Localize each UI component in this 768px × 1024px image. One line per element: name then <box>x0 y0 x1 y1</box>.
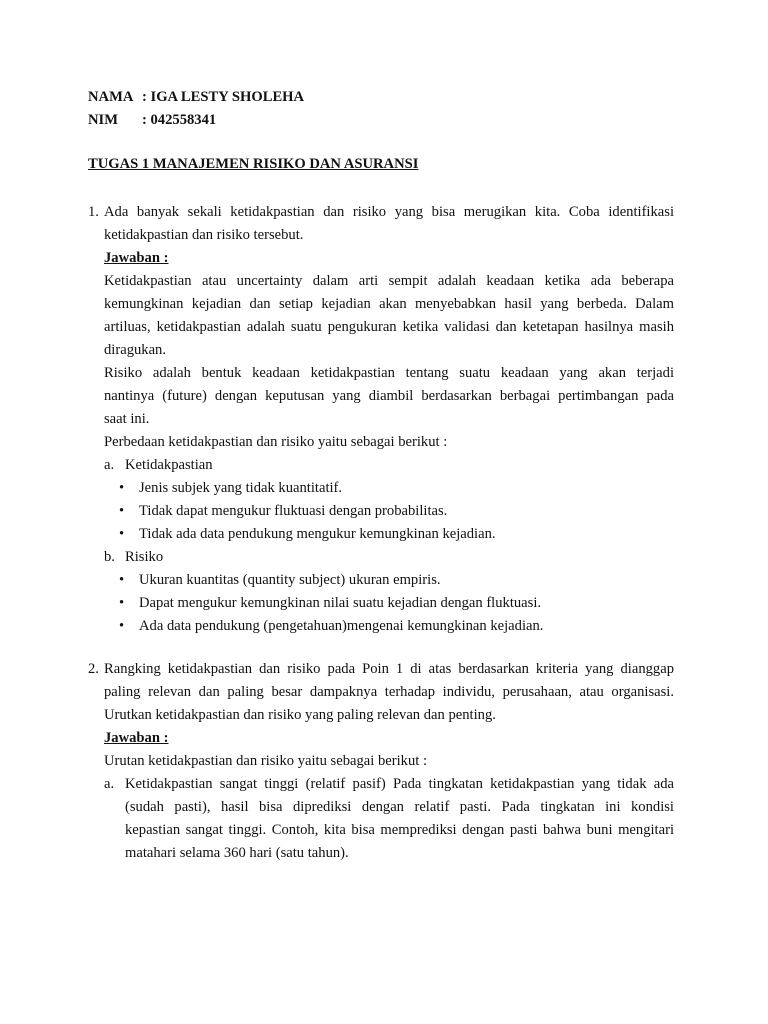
answer-2-sub-item-a <box>104 773 674 865</box>
sub-item-b-marker: b. <box>104 549 115 565</box>
answer-1-label: Jawaban : <box>104 250 169 266</box>
bullet-icon: • <box>119 503 125 519</box>
student-header <box>88 86 304 132</box>
nim-row <box>88 109 304 132</box>
answer-1-para2-line2: nantinya (future) dengan keputusan yang diambil berdasarkan berbagai pertimbangan pada <box>104 388 674 404</box>
list-item: • Jenis subjek yang tidak kuantitatif. <box>119 477 674 500</box>
answer-2-sub-a-line2: (sudah pasti), hasil bisa diprediksi dengan relatif pasti. Pada tingkatan ini kondisi <box>125 799 674 815</box>
sub-item-b-label: Risiko <box>125 549 164 565</box>
question-2-line3: Urutkan ketidakpastian dan risiko yang paling relevan dan penting. <box>104 707 496 723</box>
question-1-text: Ada banyak sekali ketidakpastian dan risiko yang bisa merugikan kita. Coba identifikasi ketidakpastian dan risiko tersebut. <box>104 204 674 243</box>
answer-1-diff-intro: Perbedaan ketidakpastian dan risiko yaitu sebagai berikut : <box>104 434 448 450</box>
answer-2-label: Jawaban : <box>104 730 169 746</box>
list-item: • Tidak ada data pendukung mengukur kemungkinan kejadian. <box>119 523 674 546</box>
answer-1-para2-line1: Risiko adalah bentuk keadaan ketidakpastian tentang suatu keadaan yang akan terjadi <box>104 365 674 381</box>
question-2-line1: Rangking ketidakpastian dan risiko pada Poin 1 di atas berdasarkan kriteria yang dianggap <box>104 661 674 677</box>
answer-1-para1-line1: Ketidakpastian atau uncertainty dalam arti sempit adalah keadaan ketika ada beberapa <box>104 273 674 289</box>
answer-2-intro: Urutan ketidakpastian dan risiko yaitu sebagai berikut : <box>104 753 428 769</box>
sub-item-a-label: Ketidakpastian <box>125 457 213 473</box>
name-row <box>88 86 304 109</box>
question-2-number: 2. <box>88 661 99 677</box>
name-label: NAMA <box>88 89 134 105</box>
bullet-icon: • <box>119 480 125 496</box>
sub-item-b <box>104 546 674 569</box>
answer-2-sub-a-line4: matahari selama 360 hari (satu tahun). <box>125 845 349 861</box>
answer-2-sub-item-a-marker: a. <box>104 776 115 792</box>
answer-1-para1-line3: artiluas, ketidakpastian adalah suatu pengukuran ketika validasi dan ketetapan hasilnya masih <box>104 319 674 335</box>
bullet-icon: • <box>119 572 125 588</box>
list-item: • Ukuran kuantitas (quantity subject) ukuran empiris. <box>119 569 674 592</box>
sub-item-a-marker: a. <box>104 457 115 473</box>
bullet-icon: • <box>119 526 125 542</box>
list-item: • Tidak dapat mengukur fluktuasi dengan probabilitas. <box>119 500 674 523</box>
question-2-line2: paling relevan dan paling besar dampaknya terhadap individu, perusahaan, atau organisasi. <box>104 684 674 700</box>
sub-item-a-bullets <box>104 477 674 546</box>
list-item: • Ada data pendukung (pengetahuan)mengenai kemungkinan kejadian. <box>119 615 674 638</box>
nim-value: : 042558341 <box>142 112 217 128</box>
question-1-number: 1. <box>88 204 99 220</box>
sub-item-a <box>104 454 674 477</box>
nim-label: NIM <box>88 112 118 128</box>
answer-2-sub-a-line3: kepastian sangat tinggi. Contoh, kita bisa memprediksi dengan pasti bahwa buni mengitari <box>125 822 674 838</box>
answer-2-sub-a-line1: Ketidakpastian sangat tinggi (relatif pasif) Pada tingkatan ketidakpastian yang tidak ada <box>125 776 674 792</box>
answer-1-para2-line3: saat ini. <box>104 411 150 427</box>
question-1 <box>88 201 674 638</box>
bullet-icon: • <box>119 595 125 611</box>
answer-1-para1-line2: kemungkinan kejadian dan setiap kejadian akan menyebabkan hasil yang berbeda. Dalam <box>104 296 674 312</box>
answer-1-para1-line4: diragukan. <box>104 342 167 358</box>
name-value: : IGA LESTY SHOLEHA <box>142 89 305 105</box>
question-2 <box>88 658 674 865</box>
bullet-icon: • <box>119 618 125 634</box>
document-title: TUGAS 1 MANAJEMEN RISIKO DAN ASURANSI <box>88 156 419 172</box>
list-item: • Dapat mengukur kemungkinan nilai suatu kejadian dengan fluktuasi. <box>119 592 674 615</box>
sub-item-b-bullets <box>104 569 674 638</box>
